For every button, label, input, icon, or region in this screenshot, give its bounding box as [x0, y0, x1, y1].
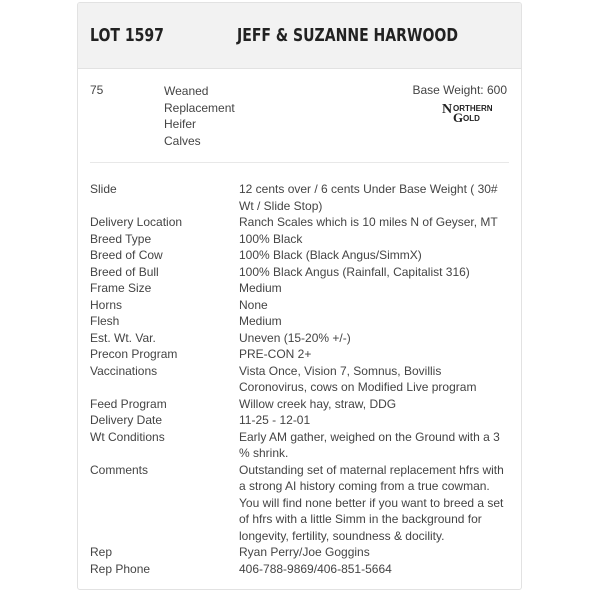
lot-header	[78, 3, 521, 69]
detail-value: 100% Black Angus (Rainfall, Capitalist 316)	[239, 264, 470, 279]
description-line: Weaned	[164, 84, 209, 98]
detail-row	[78, 346, 521, 363]
detail-row	[78, 396, 521, 413]
detail-value: Early AM gather, weighed on the Ground with a 3 % shrink.	[239, 429, 500, 460]
detail-row	[78, 330, 521, 347]
detail-value: Willow creek hay, straw, DDG	[239, 396, 397, 411]
head-count: 75	[90, 83, 104, 97]
detail-row	[78, 363, 521, 396]
detail-label: Delivery Date	[90, 413, 163, 427]
seller-name: JEFF & SUZANNE HARWOOD	[237, 25, 458, 46]
detail-row	[78, 297, 521, 314]
detail-label: Breed of Cow	[90, 248, 163, 262]
detail-row	[78, 231, 521, 248]
detail-row	[78, 181, 521, 214]
svg-text:OLD: OLD	[463, 114, 480, 123]
cattle-description	[164, 83, 235, 149]
detail-label: Flesh	[90, 314, 120, 328]
description-line: Calves	[164, 133, 201, 148]
detail-value: 12 cents over / 6 cents Under Base Weight ( 30# Wt / Slide Stop)	[239, 182, 498, 213]
detail-label: Breed of Bull	[90, 264, 159, 279]
lot-number: LOT 1597	[90, 25, 164, 46]
detail-row	[78, 247, 521, 264]
detail-label: Breed Type	[90, 231, 152, 246]
lot-card	[77, 2, 522, 590]
detail-value: None	[239, 297, 268, 312]
detail-value: Uneven (15-20% +/-)	[239, 330, 351, 345]
detail-label: Horns	[90, 297, 123, 312]
detail-row	[78, 429, 521, 462]
detail-row	[78, 313, 521, 330]
detail-value: 406-788-9869/406-851-5664	[239, 561, 392, 576]
detail-row	[78, 214, 521, 231]
detail-value: Ryan Perry/Joe Goggins	[239, 545, 370, 559]
detail-label: Wt Conditions	[90, 429, 165, 444]
detail-row	[78, 412, 521, 429]
base-weight: Base Weight: 600	[412, 83, 507, 97]
description-line: Heifer	[164, 117, 197, 131]
detail-row	[78, 280, 521, 297]
svg-text:ORTHERN: ORTHERN	[453, 104, 493, 113]
detail-value: Medium	[239, 314, 282, 328]
detail-row	[78, 544, 521, 561]
section-divider	[90, 162, 509, 163]
detail-row	[78, 561, 521, 578]
lot-summary	[78, 69, 521, 165]
detail-label: Slide	[90, 182, 117, 196]
northern-gold-logo	[441, 101, 507, 123]
detail-row	[78, 462, 521, 545]
detail-value: Ranch Scales which is 10 miles N of Geyser, MT	[239, 215, 498, 229]
detail-value: Vista Once, Vision 7, Somnus, Bovillis Coronovirus, cows on Modified Live program	[239, 363, 477, 394]
svg-text:G: G	[453, 110, 464, 123]
detail-label: Vaccinations	[90, 363, 158, 378]
lot-details	[78, 181, 521, 577]
detail-value: 100% Black (Black Angus/SimmX)	[239, 248, 422, 262]
detail-value: 11-25 - 12-01	[239, 413, 311, 427]
detail-value: Outstanding set of maternal replacement hfrs with a strong AI history coming from a true cowman. You will find none better if you want to breed a set of hfrs with a little Simm in the background for longevity, fertility, soundness & docility.	[239, 462, 504, 543]
detail-label: Est. Wt. Var.	[90, 330, 156, 345]
detail-row	[78, 264, 521, 281]
svg-text:N: N	[442, 102, 453, 117]
detail-value: Medium	[239, 281, 282, 295]
detail-label: Rep Phone	[90, 561, 151, 576]
detail-label: Precon Program	[90, 347, 178, 361]
detail-label: Feed Program	[90, 396, 167, 411]
detail-label: Delivery Location	[90, 215, 183, 229]
detail-label: Frame Size	[90, 281, 152, 295]
detail-label: Rep	[90, 545, 113, 559]
description-line: Replacement	[164, 100, 235, 115]
detail-value: 100% Black	[239, 231, 303, 246]
detail-value: PRE-CON 2+	[239, 347, 312, 361]
detail-label: Comments	[90, 462, 149, 477]
